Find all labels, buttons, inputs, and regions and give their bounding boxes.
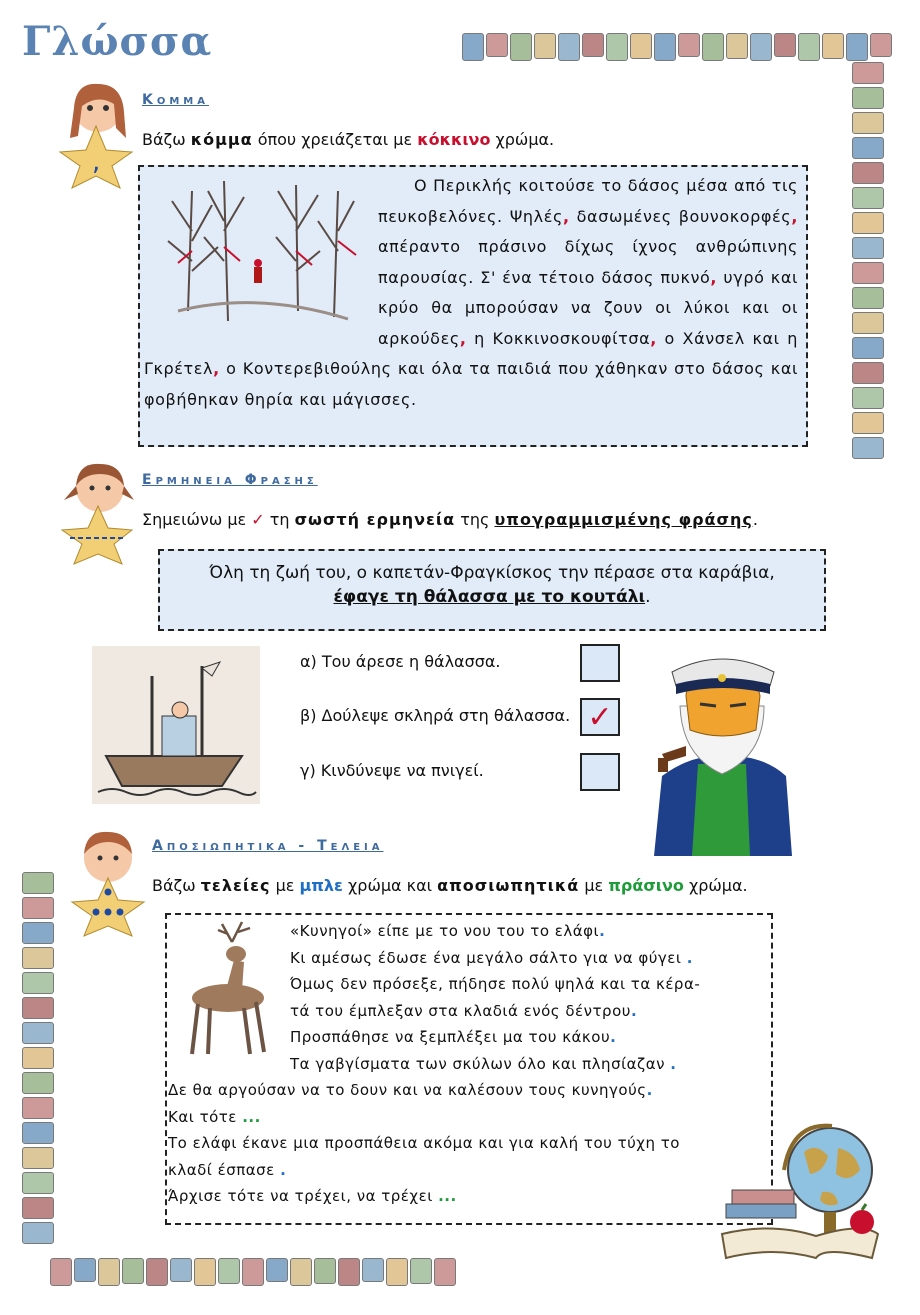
option-a-label: α) Του άρεσε η θάλασσα.	[300, 652, 501, 671]
story-line: «Κυνηγοί» είπε με το νου του το ελάφι.	[290, 922, 606, 940]
instruction-comma: Βάζω κόμμα όπου χρειάζεται με κόκκινο χρώμα.	[142, 130, 555, 149]
story-line: τά του έμπλεξαν στα κλαδιά ενός δέντρου.	[290, 1001, 638, 1020]
comma-paragraph: Ο Περικλής κοιτούσε το δάσος μέσα από τις πευκοβελόνες. Ψηλές, δασωμένες βουνοκορφές, απέραντο πράσινο δίχως ίχνος ανθρώπινης παρουσίας. Σ' ένα τέτοιο δάσος πυκνό, υγρό και κρύο θα μπορούσαν να ζουν οι λύκοι και οι αρκούδες, η Κοκκινοσκουφίτσα, ο Χάνσελ και η Γκρέτελ, ο Κοντερεβιθούλης και όλα τα παιδιά που χάθηκαν στο δάσος και φοβήθηκαν θηρία και μάγισσες.	[144, 176, 798, 409]
section-title-dots: Αποσιωπητικα - Τελεια	[152, 838, 384, 854]
story-line: Προσπάθησε να ξεμπλέξει μα του κάκου.	[290, 1028, 617, 1046]
forest-illustration	[148, 171, 368, 331]
story-line: Κι αμέσως έδωσε ένα μεγάλο σάλτο για να φύγει .	[290, 948, 693, 967]
option-c-label: γ) Κινδύνεψε να πνιγεί.	[300, 761, 484, 780]
story-line: Τα γαβγίσματα των σκύλων όλο και πλησίαζαν .	[290, 1054, 677, 1073]
svg-text:,: ,	[92, 147, 101, 177]
boy-with-star-dots-icon	[64, 826, 148, 938]
story-line: Άρχισε τότε να τρέχει, να τρέχει ...	[168, 1187, 457, 1205]
ship-illustration	[92, 646, 260, 804]
page-title: Γλώσσα	[22, 18, 213, 65]
story-line: Και τότε ...	[168, 1107, 261, 1126]
option-c-checkbox[interactable]	[580, 753, 620, 791]
book-border-right	[852, 62, 884, 459]
section-title-interpretation: Ερμηνεια Φρασης	[142, 472, 318, 488]
boy-with-star-icon	[56, 456, 136, 566]
story-text	[168, 918, 766, 1210]
quote-box	[158, 549, 826, 631]
option-b-checkbox[interactable]: ✓	[580, 698, 620, 736]
option-b-label: β) Δούλεψε σκληρά στη θάλασσα.	[300, 706, 571, 725]
girl-with-star-comma-icon	[56, 78, 136, 190]
quote-line-2: έφαγε τη θάλασσα με το κουτάλι.	[333, 587, 651, 607]
story-line: Δε θα αργούσαν να το δουν και να καλέσουν τους κυνηγούς.	[168, 1081, 653, 1099]
sea-captain-illustration	[652, 646, 792, 856]
globe-and-books-illustration	[712, 1112, 882, 1262]
instruction-interpretation: Σημειώνω με ✓ τη σωστή ερμηνεία της υπογραμμισμένης φράσης.	[142, 510, 758, 529]
section-title-comma: Κομμα	[142, 92, 209, 108]
story-line: κλαδί έσπασε .	[168, 1160, 287, 1179]
quote-line-1: Όλη τη ζωή του, ο καπετάν-Φραγκίσκος την πέρασε στα καράβια,	[209, 563, 775, 583]
book-border-top	[462, 33, 892, 61]
book-border-bottom	[50, 1258, 456, 1286]
story-line: Το ελάφι έκανε μια προσπάθεια ακόμα και για καλή του τύχη το	[168, 1134, 680, 1152]
instruction-dots: Βάζω τελείες με μπλε χρώμα και αποσιωπητικά με πράσινο χρώμα.	[152, 876, 748, 895]
comma-exercise-box	[138, 165, 808, 447]
option-a-checkbox[interactable]	[580, 644, 620, 682]
story-line: Όμως δεν πρόσεξε, πήδησε πολύ ψηλά και τα κέρα-	[290, 975, 701, 993]
book-border-left	[22, 872, 54, 1244]
